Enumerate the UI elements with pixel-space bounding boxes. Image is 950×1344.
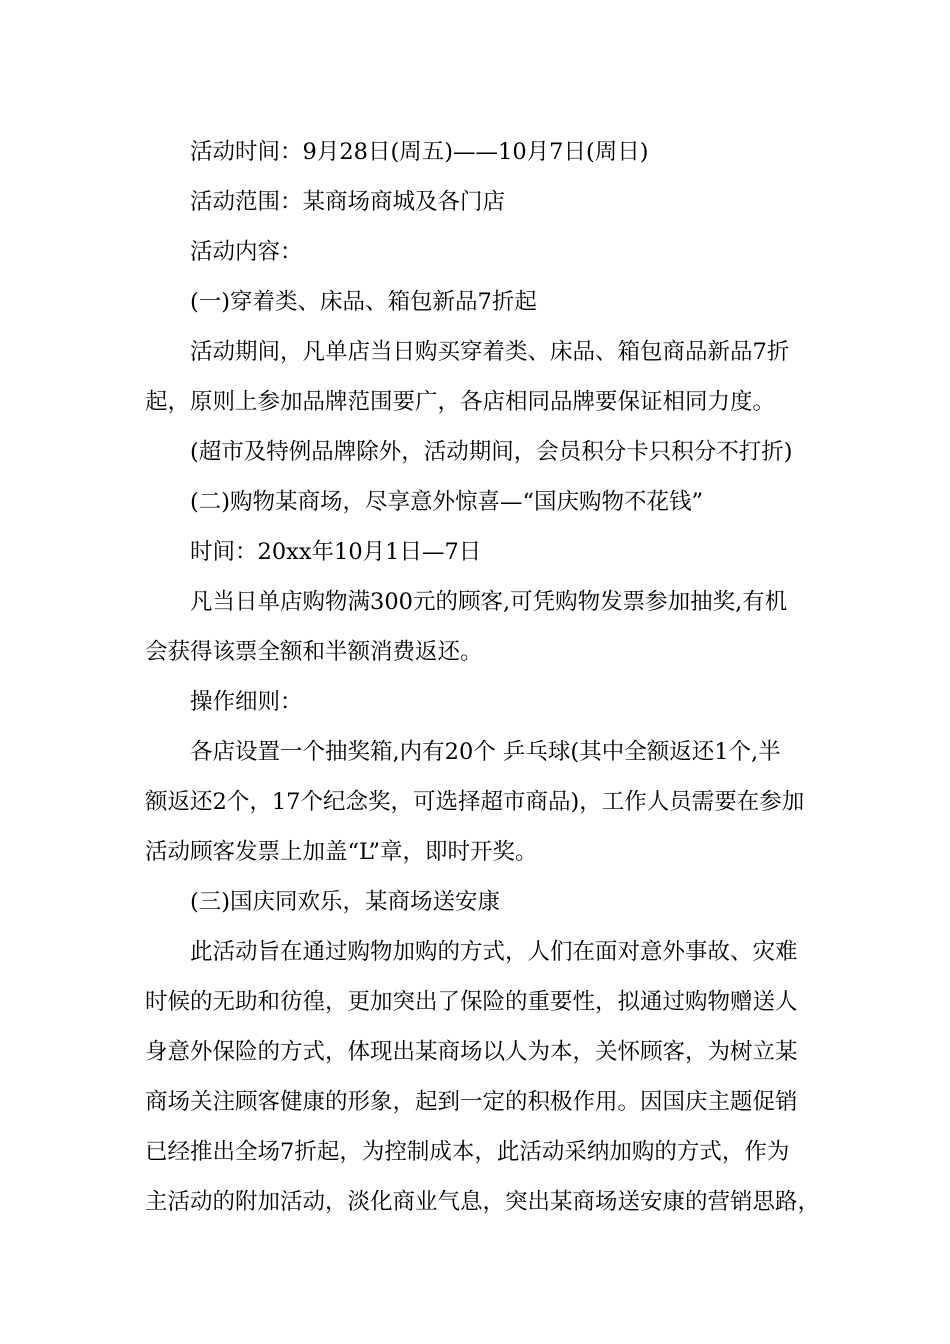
text-line: (二)购物某商场，尽享意外惊喜—“国庆购物不花钱” <box>190 489 704 515</box>
text-line: 已经推出全场7折起，为控制成本，此活动采纳加购的方式，作为 <box>145 1139 790 1165</box>
text-line: 凡当日单店购物满300元的顾客,可凭购物发票参加抽奖,有机 <box>190 589 788 615</box>
text-line: 活动内容： <box>190 239 303 265</box>
text-line: 活动时间：9月28日(周五)——10月7日(周日) <box>190 139 649 165</box>
text-line: 活动范围：某商场商城及各门店 <box>190 189 506 215</box>
text-line: 活动期间，凡单店当日购买穿着类、床品、箱包商品新品7折 <box>190 339 790 365</box>
text-line: (三)国庆同欢乐，某商场送安康 <box>190 889 501 915</box>
text-line: 各店设置一个抽奖箱,内有20个 乒乓球(其中全额返还1个,半 <box>190 739 781 765</box>
text-line: 会获得该票全额和半额消费返还。 <box>145 639 483 665</box>
text-line: 额返还2个，17个纪念奖，可选择超市商品)，工作人员需要在参加 <box>145 789 805 815</box>
text-line: 活动顾客发票上加盖“L”章，即时开奖。 <box>145 839 538 865</box>
text-line: 起，原则上参加品牌范围要广，各店相同品牌要保证相同力度。 <box>145 389 776 415</box>
text-line: 主活动的附加活动，淡化商业气息，突出某商场送安康的营销思路， <box>145 1189 821 1215</box>
text-line: 身意外保险的方式，体现出某商场以人为本，关怀顾客，为树立某 <box>145 1039 798 1065</box>
text-line: 时候的无助和彷徨，更加突出了保险的重要性，拟通过购物赠送人 <box>145 989 798 1015</box>
text-line: 操作细则： <box>190 689 303 715</box>
text-line: 商场关注顾客健康的形象，起到一定的积极作用。因国庆主题促销 <box>145 1089 798 1115</box>
text-line: 时间：20xx年10月1日—7日 <box>190 539 482 565</box>
text-line: (一)穿着类、床品、箱包新品7折起 <box>190 289 537 315</box>
text-line: (超市及特例品牌除外，活动期间，会员积分卡只积分不打折) <box>190 439 793 465</box>
text-line: 此活动旨在通过购物加购的方式，人们在面对意外事故、灾难 <box>190 939 798 965</box>
